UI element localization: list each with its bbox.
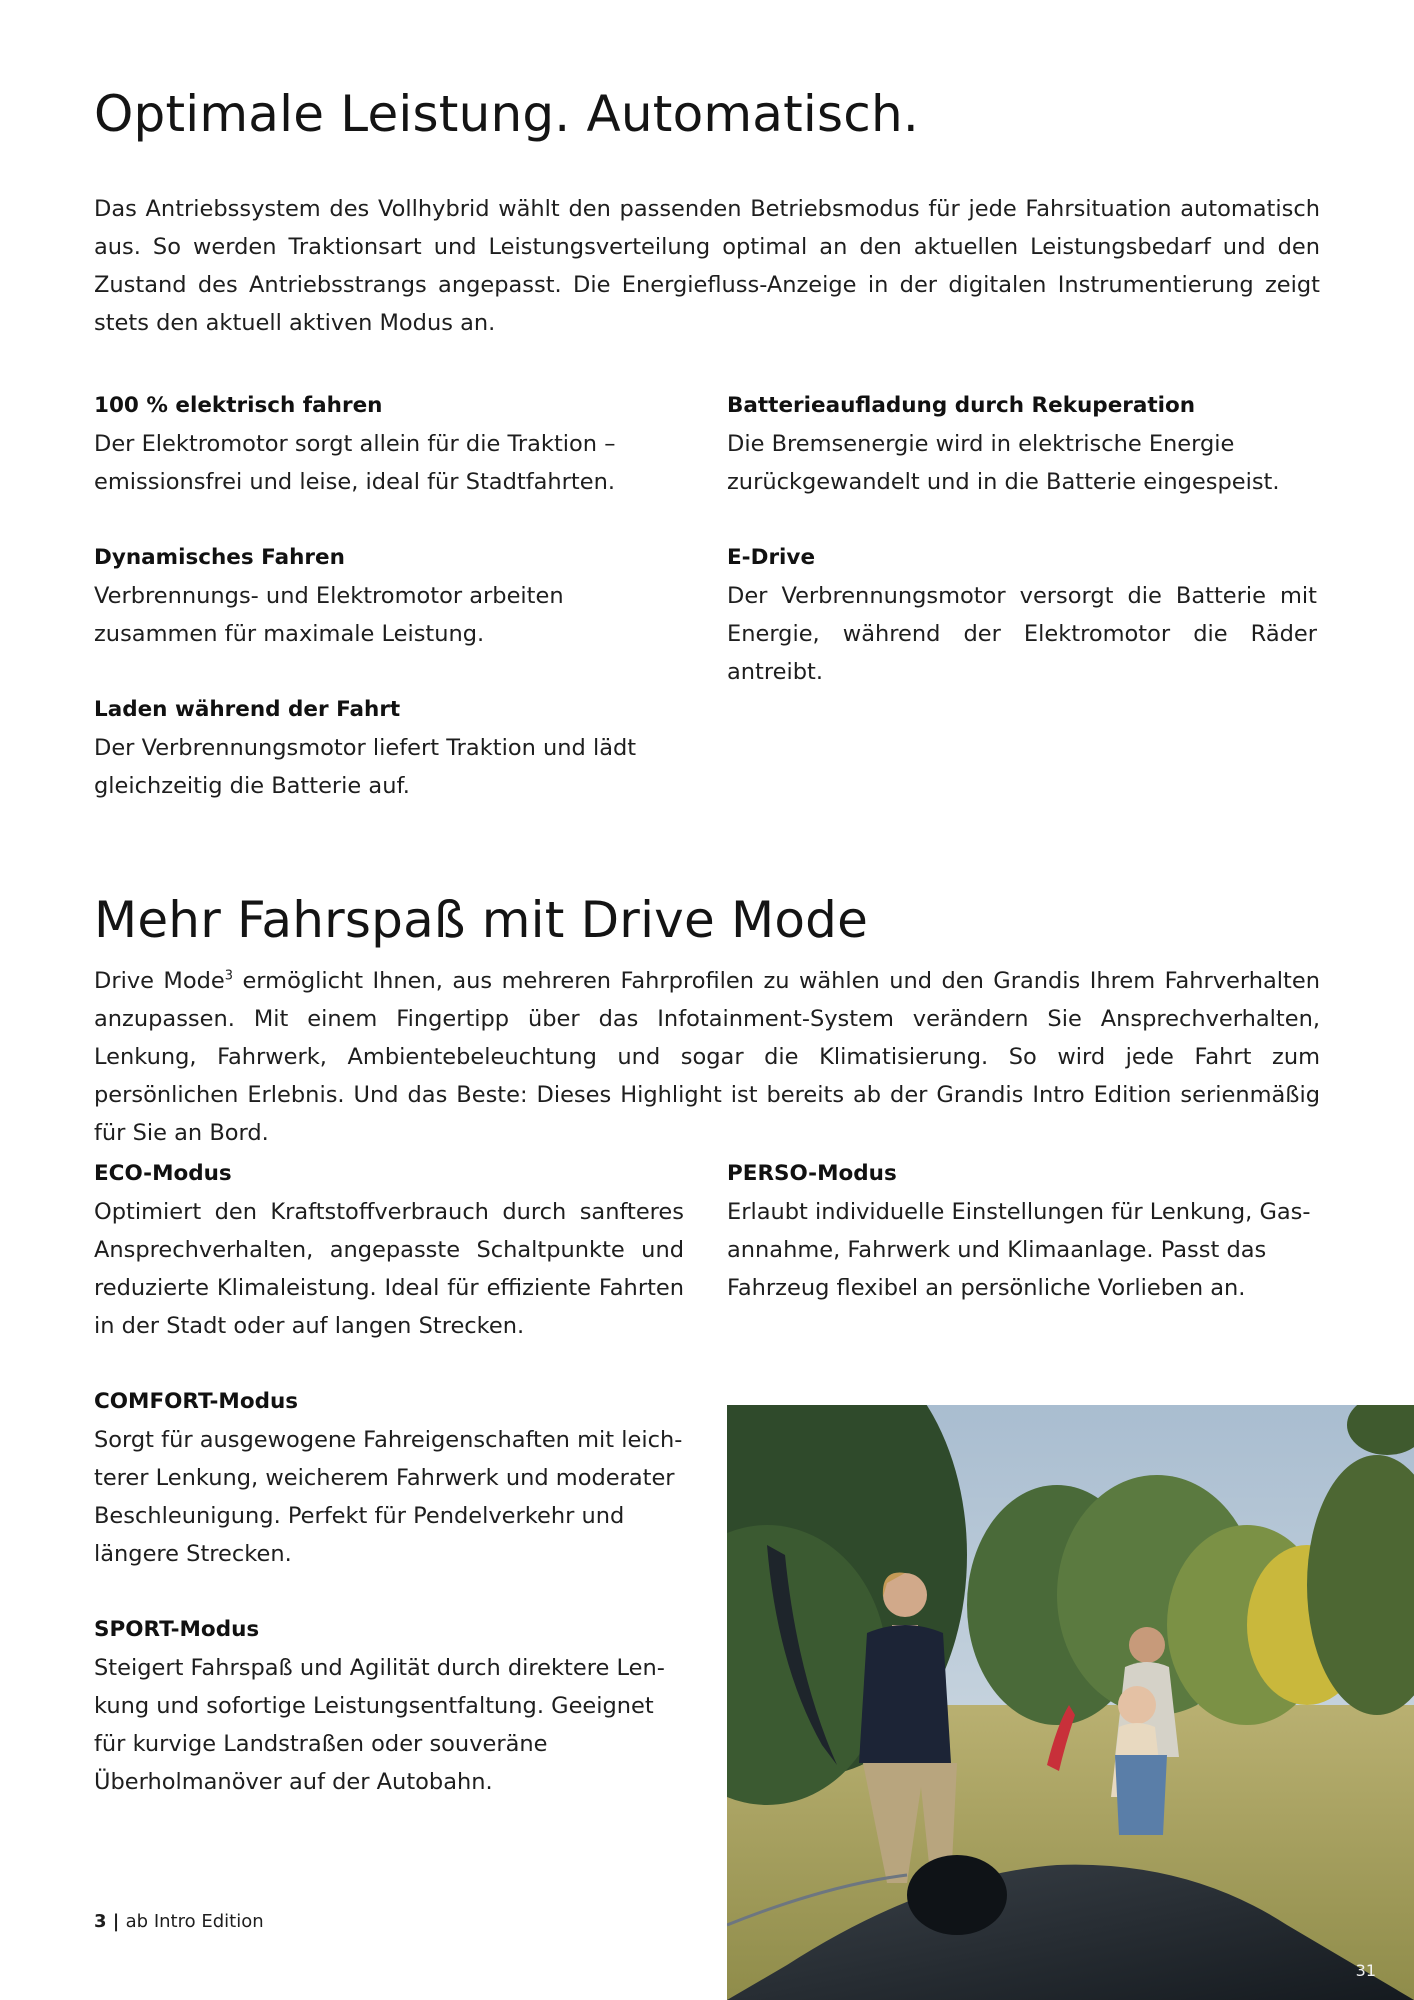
mode-eco [94, 1155, 684, 1345]
mode-text: Der Verbrennungsmotor liefert Traktion und lädt gleichzeitig die Batterie auf. [94, 735, 637, 799]
mode-sport [94, 1611, 684, 1801]
footnote-separator: | [106, 1911, 126, 1932]
section-title-drive-mode: Mehr Fahrspaß mit Drive Mode [94, 891, 869, 949]
footnote-text: ab Intro Edition [125, 1911, 264, 1932]
mode-charging-while-driving [94, 691, 684, 805]
mode-dynamic [94, 539, 684, 653]
photo-illustration [727, 1405, 1414, 2000]
mode-title: E-Drive [727, 545, 816, 570]
intro-rest: ermöglicht Ihnen, aus mehreren Fahrprofilen zu wählen und den Grandis Ihrem Fahrverhalten anzupassen. Mit einem Fingertipp über das Infotainment-System verändern Sie Ansprechverhalten, Lenkung, Fahrwerk, Ambientebeleuchtung und sogar die Klimatisierung. So wird jede Fahrt zum persönlichen Erlebnis. Und das Beste: Dieses Highlight ist bereits ab der Grandis Intro Edition serienmäßig für Sie an Bord. [94, 968, 1320, 1146]
section-title-optimal-performance: Optimale Leistung. Automatisch. [94, 85, 919, 143]
mode-e-drive [727, 539, 1317, 691]
mode-text: Sorgt für ausgewogene Fahreigenschaften mit leichterer Lenkung, weicherem Fahrwerk und moderater Beschleunigung. Perfekt für Pendelverkehr und längere Strecken. [94, 1427, 683, 1567]
footnote [94, 1911, 264, 1932]
mode-recuperation [727, 387, 1317, 501]
mode-title: Dynamisches Fahren [94, 545, 345, 570]
mode-title: COMFORT-Modus [94, 1389, 299, 1414]
mode-text: Die Bremsenergie wird in elektrische Energie zurückgewandelt und in die Batterie eingespeist. [727, 431, 1280, 495]
mode-comfort [94, 1383, 684, 1573]
intro-lead: Drive Mode [94, 968, 225, 994]
mode-title: Laden während der Fahrt [94, 697, 401, 722]
drive-mode-intro-paragraph [94, 962, 1320, 1152]
mode-title: 100 % elektrisch fahren [94, 393, 383, 418]
mode-text: Erlaubt individuelle Einstellungen für Lenkung, Gasannahme, Fahrwerk und Klimaanlage. Passt das Fahrzeug flexibel an persönliche Vorlieben an. [727, 1199, 1311, 1301]
mode-title: Batterieaufladung durch Rekuperation [727, 393, 1196, 418]
mode-text: Optimiert den Kraftstoffverbrauch durch sanfteres Ansprechverhalten, angepasste Schaltpunkte und reduzierte Klimaleistung. Ideal für effiziente Fahrten in der Stadt oder auf langen Strecken. [94, 1199, 684, 1339]
page-number: 31 [1355, 1961, 1376, 1980]
mode-text: Steigert Fahrspaß und Agilität durch direktere Lenkung und sofortige Leistungsentfaltung. Geeignet für kurvige Landstraßen oder souveräne Überholmanöver auf der Autobahn. [94, 1655, 665, 1795]
mode-title: ECO-Modus [94, 1161, 232, 1186]
footnote-marker: 3 [224, 968, 234, 984]
mode-text: Der Elektromotor sorgt allein für die Traktion – emissionsfrei und leise, ideal für Stadtfahrten. [94, 431, 616, 495]
mode-text: Der Verbrennungsmotor versorgt die Batterie mit Energie, während der Elektromotor die Räder antreibt. [727, 583, 1317, 685]
mode-title: PERSO-Modus [727, 1161, 897, 1186]
lifestyle-photo-family-in-park [727, 1405, 1414, 2000]
mode-electric [94, 387, 684, 501]
mode-title: SPORT-Modus [94, 1617, 260, 1642]
mode-text: Verbrennungs- und Elektromotor arbeiten zusammen für maximale Leistung. [94, 583, 564, 647]
section-intro-paragraph: Das Antriebssystem des Vollhybrid wählt den passenden Betriebsmodus für jede Fahrsituation automatisch aus. So werden Traktionsart und Leistungsverteilung optimal an den aktuellen Leistungsbedarf und den Zustand des Antriebsstrangs angepasst. Die Energiefluss-Anzeige in der digitalen Instrumentierung zeigt stets den aktuell aktiven Modus an. [94, 196, 1320, 336]
footnote-number: 3 [94, 1911, 107, 1932]
mode-perso [727, 1155, 1317, 1307]
